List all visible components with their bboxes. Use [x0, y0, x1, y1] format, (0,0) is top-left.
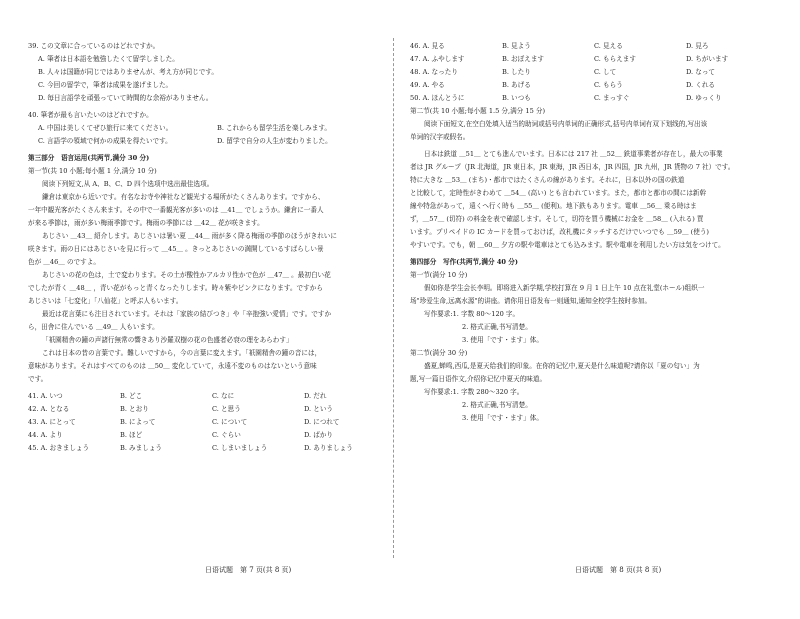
passage-line: あじさい ＿43＿ 紹介します。あじさいは暑い夏 ＿44＿ 雨が多く降る梅雨の季節のほうがきれいに — [42, 232, 337, 240]
choice-b: B. とおり — [120, 405, 149, 413]
q39-option-b: B. 人々は国籍が同じではありませんが、考え方が同じです。 — [38, 68, 218, 76]
choice-b: B. いつも — [502, 94, 531, 102]
passage-line: 鎌倉は東京から近いです。有名なお寺や神社など観光する場所がたくさんあります。ですから、 — [42, 193, 325, 201]
choice-row-44 — [28, 429, 396, 442]
q40-options-row2 — [28, 135, 396, 148]
passage-line: 者は JR グループ（JR 北海道，JR 東日本，JR 東海，JR 西日本，JR 四国，JR 九州，JR 貨物の 7 社）です。 — [410, 163, 735, 171]
choice-row-45 — [28, 442, 396, 455]
passage-line: が来る季節は，雨が多い梅雨季節です。梅雨の季節には ＿42＿ 花が咲きます。 — [28, 219, 264, 227]
choice-row-47 — [410, 53, 778, 66]
passage-line: います。プリペイドの IC カードを買っておけば，改札機にタッチするだけでいつでも ＿59＿ (使う) — [410, 228, 709, 236]
writing1-requirement: 写作要求:1. 字数 80～120 字。 — [424, 310, 520, 318]
choice-c: C. まっすぐ — [594, 94, 630, 102]
page-7 — [28, 40, 396, 619]
choice-c: C. 見える — [594, 42, 623, 50]
choice-d: D. ゆっくり — [686, 94, 722, 102]
page-divider — [393, 38, 394, 558]
passage-line: です。 — [28, 375, 48, 383]
passage-line: 日本は鉄道 ＿51＿ とても進んでいます。日本には 217 社 ＿52＿ 鉄道事業者が存在し，最大の事業 — [424, 150, 723, 158]
choice-a: 42. A. となる — [28, 405, 70, 413]
choice-c: C. しまいましょう — [212, 444, 268, 452]
writing1-prompt-cont: 场"珍爱生命,远离水源"的讲座。请你用日语发布一则通知,通知全校学生按时参加。 — [410, 297, 652, 305]
writing2-requirement: 2. 格式正确,书写清楚。 — [462, 401, 532, 409]
part3-title: 第三部分 语言运用(共两节,满分 30 分) — [28, 154, 150, 162]
q39-option-d: D. 毎日言語学を頑張っていて時間的な余裕がありません。 — [38, 94, 213, 102]
choice-row-50 — [410, 92, 778, 105]
passage-kamakura — [28, 191, 396, 386]
choice-b: B. によって — [120, 418, 156, 426]
choice-d: D. ばかり — [304, 431, 334, 439]
page-footer-7: 日语试题 第 7 页(共 8 页) — [205, 566, 292, 574]
choice-d: D. ちがいます — [686, 55, 729, 63]
choice-b: B. ほど — [120, 431, 143, 439]
page-8 — [410, 40, 778, 619]
choice-d: D. ありましょう — [304, 444, 353, 452]
choice-row-48 — [410, 66, 778, 79]
q40-option-d: D. 留学で自分の人生が変わりました。 — [217, 137, 332, 145]
choice-c: C. して — [594, 68, 617, 76]
passage-line: 最近は花言葉にも注目されています。それは「家族の結びつき」や「辛抱強い愛情」です。ですか — [42, 310, 332, 318]
writing1-requirement: 2. 格式正确,书写清楚。 — [462, 323, 532, 331]
choices-41-45 — [28, 390, 396, 455]
passage-railway — [410, 148, 778, 252]
writing2-prompt-cont: 题,写一篇日语作文,介绍你记忆中夏天的味道。 — [410, 375, 547, 383]
q40-options-row1 — [28, 122, 396, 135]
q40-option-c: C. 言語学の領域で何かの成果を得たいです。 — [38, 137, 172, 145]
passage-line: 特に大きな ＿53＿ (まち)・都市ではたくさんの線があります。それに，日本以外の国の鉄道 — [410, 176, 685, 184]
q40-option-a: A. 中国は美しくてぜひ旅行に来てください。 — [38, 124, 173, 132]
choice-d: D. だれ — [304, 392, 327, 400]
section2-title: 第二节(共 10 小题;每小题 1.5 分,满分 15 分) — [410, 107, 546, 115]
writing1-requirement: 3. 使用「です・ます」体。 — [462, 336, 543, 344]
passage-line: これは日本の昔の言葉です。難しいですから，今の言葉に変えます。「祇園精舎の鐘の音には， — [42, 349, 322, 357]
choice-a: 50. A. ほんとうに — [410, 94, 465, 102]
choice-c: C. もらえます — [594, 55, 636, 63]
passage-line: 色が ＿46＿ のですよ。 — [28, 258, 100, 266]
choice-d: D. なって — [686, 68, 716, 76]
choices-46-50 — [410, 40, 778, 105]
passage-line: 「祇園精舎の鐘の声諸行無常の響きあり沙羅双樹の花の色盛者必衰の理をあらわす」 — [42, 336, 293, 344]
passage-line: ず，＿57＿ (切符) の料金を表で確認します。そして，切符を買う機械にお金を ＿58＿ (入れる) 買 — [410, 215, 704, 223]
choice-c: C. について — [212, 418, 248, 426]
choice-d: D. につれて — [304, 418, 340, 426]
passage-line: 一年中観光客がたくさん来ます。その中で一番観光客が多いのは ＿41＿ でしょうか。鎌倉に一番人 — [28, 206, 324, 214]
passage-line: やすいです。でも，朝 ＿60＿ 夕方の駅や電車はとても込みます。駅や電車を利用したい方は気をつけて。 — [410, 241, 725, 249]
passage-line: と比較して，定時性がきわめて ＿54＿ (高い) とも言われています。また，都市と都市の間には新幹 — [410, 189, 707, 197]
passage-line: あじさいは「七変化」「八仙花」と呼ぶ人もいます。 — [28, 297, 183, 305]
choice-b: B. みましょう — [120, 444, 163, 452]
writing2-requirement: 3. 使用「です・ます」体。 — [462, 414, 543, 422]
writing2-requirement: 写作要求:1. 字数 280～320 字。 — [424, 388, 524, 396]
choice-b: B. どこ — [120, 392, 143, 400]
section2-instruction-cont: 单词的汉字或假名。 — [410, 133, 470, 141]
choice-d: D. という — [304, 405, 334, 413]
q39-option-c: C. 今回の留学で，筆者は成果を遂げました。 — [38, 81, 173, 89]
choice-b: B. 見よう — [502, 42, 531, 50]
choice-d: D. 見ろ — [686, 42, 709, 50]
choice-b: B. あげる — [502, 81, 531, 89]
q39-stem: 39. この文章に合っているのはどれですか。 — [28, 42, 160, 50]
choice-c: C. ぐらい — [212, 431, 241, 439]
writing2-prompt: 盛夏,蝉鸣,西瓜,是夏天给我们的印象。在你的记忆中,夏天是什么味道呢?请你以「夏の匂い」为 — [424, 362, 700, 370]
page-footer-8: 日语试题 第 8 页(共 8 页) — [575, 566, 662, 574]
choice-a: 46. A. 見る — [410, 42, 445, 50]
choice-a: 43. A. にとって — [28, 418, 76, 426]
section1-instruction: 阅读下列短文,从 A、B、C、D 四个选项中选出最佳选项。 — [42, 180, 214, 188]
choice-row-49 — [410, 79, 778, 92]
passage-line: ら，田舎に住んでいる ＿49＿ 人もいます。 — [28, 323, 159, 331]
choice-a: 47. A. ふやします — [410, 55, 465, 63]
section1-title: 第一节(共 10 小题;每小题 1 分,满分 10 分) — [28, 167, 157, 175]
passage-line: でしたが青く ＿48＿ ，青い花がもっと青くなったりします。時々紫やピンクになります。ですから — [28, 284, 323, 292]
passage-line: 線や特急があって，遠くへ行く時も ＿55＿ (便利)。地下鉄もあります。電車 ＿56＿ 乗る時はま — [410, 202, 697, 210]
writing2-title: 第二节(满分 30 分) — [410, 349, 468, 357]
choice-a: 49. A. やる — [410, 81, 445, 89]
choice-c: C. もらう — [594, 81, 623, 89]
choice-d: D. くれる — [686, 81, 716, 89]
choice-row-46 — [410, 40, 778, 53]
choice-a: 44. A. より — [28, 431, 63, 439]
choice-c: C. なに — [212, 392, 235, 400]
choice-c: C. と思う — [212, 405, 241, 413]
choice-row-42 — [28, 403, 396, 416]
writing1-prompt: 假如你是学生会长李明。即将进入新学期,学校打算在 9 月 1 日上午 10 点在礼堂(ホール)组织一 — [424, 284, 705, 292]
part4-title: 第四部分 写作(共两节,满分 40 分) — [410, 258, 519, 266]
passage-line: 咲きます。雨の日にはあじさいを見に行って ＿45＿ 。きっとあじさいの満開しているすばらしい景 — [28, 245, 324, 253]
choice-row-41 — [28, 390, 396, 403]
section2-instruction: 阅读下面短文,在空白处填入适当的助词或括号内单词的正确形式,括号内单词有双下划线的,写出该 — [424, 120, 708, 128]
choice-a: 41. A. いつ — [28, 392, 63, 400]
choice-row-43 — [28, 416, 396, 429]
choice-a: 45. A. おきましょう — [28, 444, 90, 452]
passage-line: あじさいの花の色は，土で変わります。その土が酸性かアルカリ性かで色が ＿47＿ 。最初白い花 — [42, 271, 331, 279]
choice-b: B. したり — [502, 68, 531, 76]
writing1-title: 第一节(满分 10 分) — [410, 271, 468, 279]
q40-option-b: B. これからも留学生活を楽しみます。 — [217, 124, 332, 132]
passage-line: 意味があります。それはすべてのものは ＿50＿ 変化していて，永遠不変のものはないという意味 — [28, 362, 317, 370]
choice-a: 48. A. なったり — [410, 68, 458, 76]
q39-option-a: A. 筆者は日本語を勉強したくて留学しました。 — [38, 55, 179, 63]
choice-b: B. おぼえます — [502, 55, 545, 63]
q40-stem: 40. 筆者が最も言いたいのはどれですか。 — [28, 111, 153, 119]
